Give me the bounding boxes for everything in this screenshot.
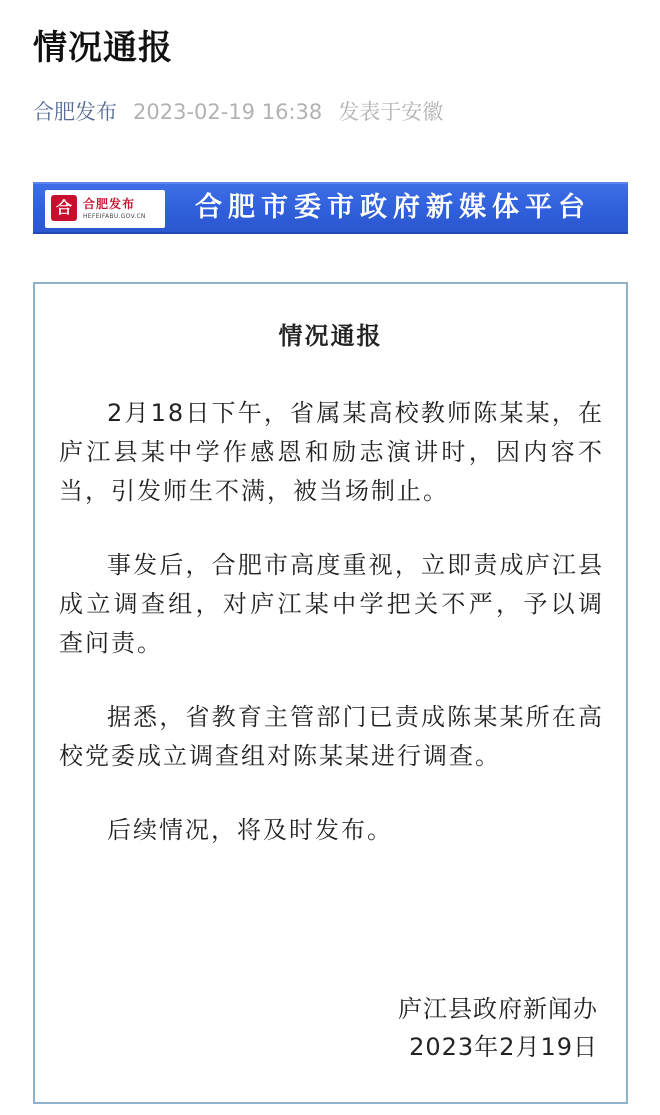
signature-date: 2023年2月19日 [409,1033,598,1061]
account-name-link[interactable]: 合肥发布 [33,100,117,124]
logo-url: HEFEIFABU.GOV.CN [83,213,146,220]
notice-paragraph: 事发后，合肥市高度重视，立即责成庐江县成立调查组，对庐江某中学把关不严，予以调查问责。 [59,551,604,657]
signature [398,990,598,1066]
seal-icon: 合 [51,195,77,221]
logo-name: 合肥发布 [83,197,136,211]
notice-paragraph: 后续情况，将及时发布。 [107,816,393,844]
article-meta [33,96,443,128]
notice-paragraph: 据悉，省教育主管部门已责成陈某某所在高校党委成立调查组对陈某某进行调查。 [59,703,604,770]
notice-title: 情况通报 [278,322,383,350]
notice-body [59,394,604,885]
banner-text: 合肥市委市政府新媒体平台 [195,192,591,223]
notice-paragraph: 2月18日下午，省属某高校教师陈某某，在庐江县某中学作感恩和励志演讲时，因内容不当，引发师生不满，被当场制止。 [59,399,604,505]
banner-logo [45,190,165,228]
header-banner [33,182,628,234]
publish-time: 2023-02-19 16:38 [133,100,323,124]
publish-location: 发表于安徽 [338,100,444,124]
article-title: 情况通报 [33,28,173,68]
notice-box [33,282,628,1104]
signature-org: 庐江县政府新闻办 [398,995,598,1023]
